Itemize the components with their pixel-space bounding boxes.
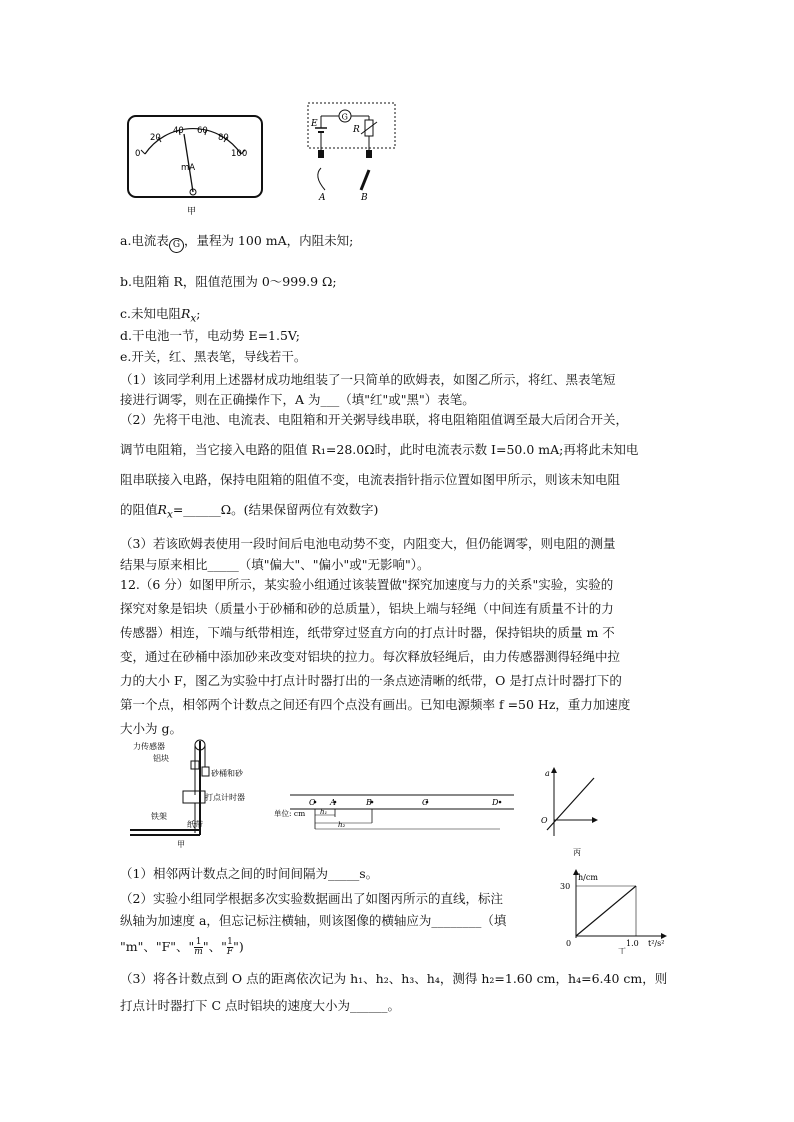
meter-unit: mA [181,163,196,173]
q12-stem-line1: 12.（6 分）如图甲所示，某实验小组通过该装置做"探究加速度与力的关系"实验，实验的 [120,577,614,592]
svg-text:h₂: h₂ [338,821,346,829]
svg-text:甲: 甲 [177,840,185,849]
item-a: a.电流表 G ，量程为 100 mA，内阻未知; [120,229,680,253]
svg-text:砂桶和砂: 砂桶和砂 [211,769,243,778]
scale-80: 80 [218,133,229,143]
q11-part1-line2: 接进行调零，则在正确操作下，A 为___（填"红"或"黑"）表笔。 [120,392,475,407]
svg-text:G: G [341,112,348,122]
scale-60: 60 [197,126,208,136]
svg-text:丁: 丁 [618,947,626,954]
q11-part2-line3: 阻串联接入电路，保持电阻箱的阻值不变，电流表指针指示位置如图甲所示，则该未知电阻 [120,472,621,487]
q11-part2-line4: 的阻值$R_x=\_\_\_\_\_\_\Omega$。(结果保留两位有效数字) [120,502,379,521]
svg-text:t²/s²: t²/s² [648,939,665,948]
paper-tape-figure [272,785,520,835]
svg-text:C: C [422,798,429,807]
q12-stem-line6: 第一个点，相邻两个计数点之间还有四个点没有画出。已知电源频率 f =50 Hz，重力加速度 [120,697,631,712]
q12-stem-line2: 探究对象是铝块（质量小于砂桶和砂的总质量），铝块上端与轻绳（中间连有质量不计的力 [120,601,614,616]
q11-part1-line1: （1）该同学利用上述器材成功地组装了一只简单的欧姆表，如图乙所示，将红、黑表笔短 [120,372,616,387]
svg-text:纸带: 纸带 [187,820,203,829]
svg-text:A: A [330,798,336,807]
q11-part3-line2: 结果与原来相比_____（填"偏大"、"偏小"或"无影响"）。 [120,557,430,572]
graph-ding [556,868,672,954]
svg-text:丙: 丙 [573,848,581,857]
q12-part2-line2: 纵轴为加速度 a，但忘记标注横轴，则该图像的横轴应为________（填 [120,913,507,928]
svg-text:h/cm: h/cm [578,873,598,882]
item-b: b.电阻箱 R，阻值范围为 0～999.9 Ω; [120,274,337,289]
svg-text:铁架: 铁架 [151,812,167,821]
svg-text:铝块: 铝块 [153,754,169,763]
ammeter-figure [125,112,265,217]
ohmmeter-circuit-figure [303,98,403,208]
svg-text:D: D [492,798,499,807]
svg-text:h₁: h₁ [320,808,328,816]
q12-part3-line1: （3）将各计数点到 O 点的距离依次记为 h₁、h₂、h₃、h₄，测得 h₂=1.60 cm，h₄=6.40 cm，则 [120,971,668,986]
q12-stem-line7: 大小为 g。 [120,721,182,736]
graph-bing [532,764,602,859]
q12-part2-line3: "m"、"F"、" $\frac{1}{m}$ "、" $\frac{1}{F}$ ") [120,937,244,957]
item-e: e.开关，红、黑表笔，导线若干。 [120,349,307,364]
graph-ding-line [576,886,636,936]
svg-text:打点计时器: 打点计时器 [205,793,245,802]
scale-0: 0 [135,149,141,159]
apparatus-figure [125,735,265,850]
svg-text:A: A [319,193,326,203]
scale-40: 40 [173,126,184,136]
q12-part2-line1: （2）实验小组同学根据多次实验数据画出了如图丙所示的直线，标注 [120,891,503,906]
q12-stem-line5: 力的大小 F，图乙为实验中打点计时器打出的一条点迹清晰的纸带，O 是打点计时器打下的 [120,673,622,688]
svg-text:30: 30 [560,882,571,891]
svg-text:O: O [541,816,548,825]
svg-text:E: E [311,119,318,129]
scale-20: 20 [150,133,161,143]
svg-text:B: B [361,193,368,203]
svg-text:1.0: 1.0 [626,939,639,948]
q12-stem-line4: 变，通过在砂桶中添加砂来改变对铝块的拉力。每次释放轻绳后，由力传感器测得轻绳中拉 [120,649,621,664]
galvanometer-icon: G [169,238,184,253]
q12-part3-line2: 打点计时器打下 C 点时铝块的速度大小为______。 [120,998,401,1013]
scale-100: 100 [231,149,248,159]
svg-text:0: 0 [566,939,572,948]
q12-stem-line3: 传感器）相连，下端与纸带相连，纸带穿过竖直方向的打点计时器，保持铝块的质量 m 不 [120,625,615,640]
item-c: c.未知电阻$R_x$; [120,306,201,325]
svg-text:力传感器: 力传感器 [133,742,165,751]
item-d: d.干电池一节，电动势 E=1.5V; [120,328,300,343]
svg-text:a: a [545,769,550,778]
q12-part1: （1）相邻两计数点之间的时间间隔为_____s。 [120,866,379,881]
svg-text:R: R [353,125,360,135]
q11-part2-line2: 调节电阻箱，当它接入电路的阻值 R₁=28.0Ω时，此时电流表示数 I=50.0 mA;再将此未知电 [120,442,639,457]
svg-text:单位: cm: 单位: cm [274,809,306,818]
svg-text:O: O [309,798,316,807]
q11-part3-line1: （3）若该欧姆表使用一段时间后电池电动势不变，内阻变大，但仍能调零，则电阻的测量 [120,536,616,551]
q11-part2-line1: （2）先将干电池、电流表、电阻箱和开关粥导线串联，将电阻箱阻值调至最大后闭合开关， [120,412,628,427]
figure-caption-jia: 甲 [187,207,197,217]
svg-text:B: B [366,798,372,807]
